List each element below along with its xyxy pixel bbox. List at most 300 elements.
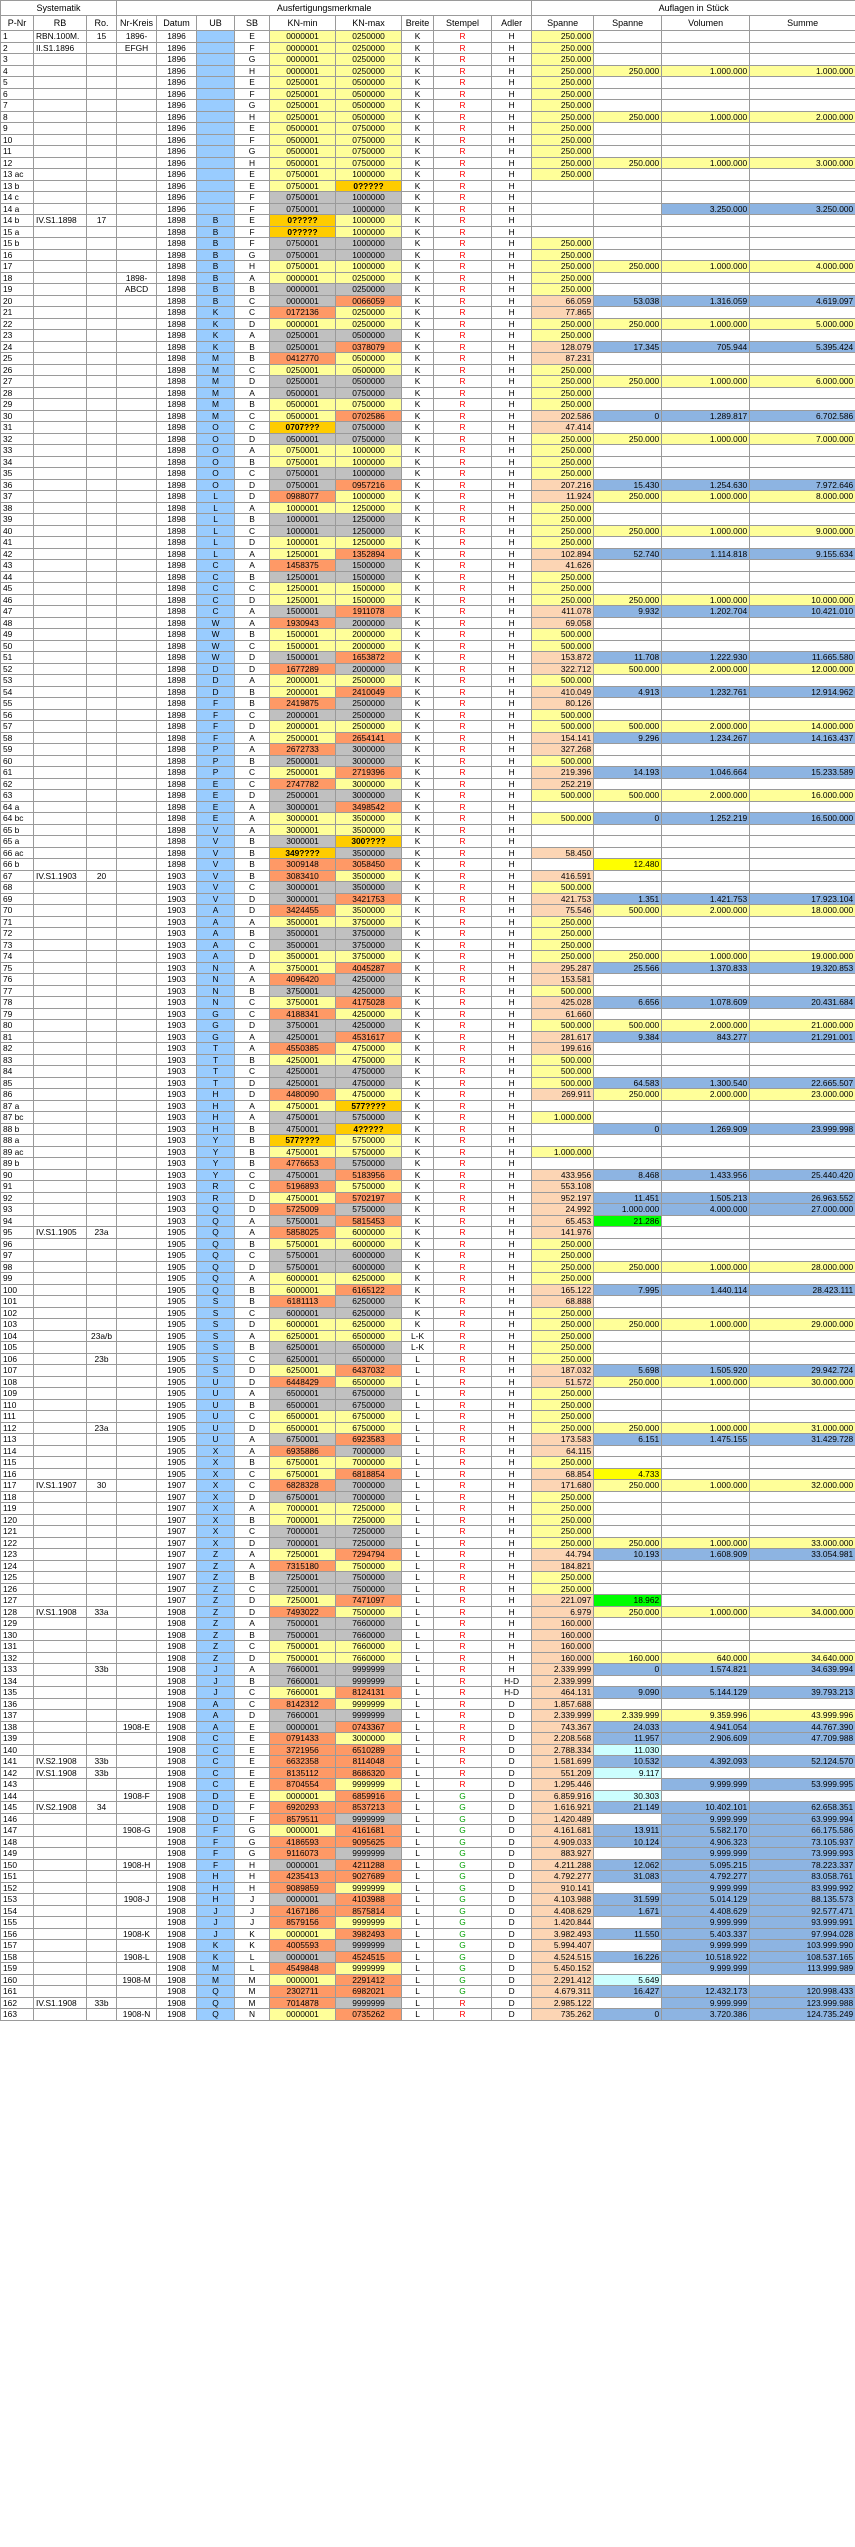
cell-kn-max: 1911078: [336, 606, 402, 618]
cell-ub: J: [197, 1664, 235, 1676]
cell-adler: H: [492, 284, 532, 296]
cell-kn-min: 2000001: [270, 686, 336, 698]
cell-nr-kreis: [117, 1043, 157, 1055]
cell-kn-max: 7250000: [336, 1514, 402, 1526]
cell-sb: D: [235, 1261, 270, 1273]
cell-adler: D: [492, 1848, 532, 1860]
cell-stempel: R: [434, 502, 492, 514]
cell-kn-min: 0750001: [270, 468, 336, 480]
cell-stempel: R: [434, 111, 492, 123]
cell-kn-min: 2747782: [270, 778, 336, 790]
cell-kn-max: 5750000: [336, 1112, 402, 1124]
cell-ro: [87, 537, 117, 549]
cell-p-nr: 33: [1, 445, 34, 457]
cell-spanne2: [594, 399, 662, 411]
cell-ub: Y: [197, 1135, 235, 1147]
cell-ro: 15: [87, 31, 117, 43]
cell-ub: H: [197, 1882, 235, 1894]
cell-nr-kreis: [117, 422, 157, 434]
cell-summe: 21.291.001: [750, 1031, 855, 1043]
cell-spanne2: 160.000: [594, 1652, 662, 1664]
cell-nr-kreis: [117, 1238, 157, 1250]
cell-sb: D: [235, 376, 270, 388]
cell-ub: [197, 192, 235, 204]
cell-spanne2: [594, 1146, 662, 1158]
cell-spanne2: [594, 675, 662, 687]
cell-sb: B: [235, 1238, 270, 1250]
cell-kn-max: 9999999: [336, 1779, 402, 1791]
cell-sb: B: [235, 1572, 270, 1584]
cell-datum: 1898: [157, 824, 197, 836]
cell-p-nr: 54: [1, 686, 34, 698]
cell-kn-max: 0500000: [336, 376, 402, 388]
cell-breite: L: [402, 1457, 434, 1469]
cell-volumen: 1.000.000: [662, 376, 750, 388]
cell-sb: B: [235, 284, 270, 296]
cell-volumen: 1.370.833: [662, 962, 750, 974]
cell-p-nr: 82: [1, 1043, 34, 1055]
cell-summe: [750, 629, 855, 641]
cell-ub: F: [197, 732, 235, 744]
cell-spanne2: 0: [594, 813, 662, 825]
cell-stempel: R: [434, 445, 492, 457]
table-row: [1, 1652, 855, 1664]
cell-kn-min: 8579511: [270, 1813, 336, 1825]
table-row: [1, 1031, 855, 1043]
cell-spanne: 160.000: [532, 1641, 594, 1653]
cell-breite: L: [402, 1733, 434, 1745]
cell-breite: L: [402, 1928, 434, 1940]
cell-summe: [750, 123, 855, 135]
cell-kn-max: 3500000: [336, 870, 402, 882]
cell-kn-min: 6750001: [270, 1468, 336, 1480]
cell-kn-min: 2000001: [270, 709, 336, 721]
cell-datum: 1908: [157, 1836, 197, 1848]
cell-stempel: R: [434, 1330, 492, 1342]
cell-breite: L: [402, 1997, 434, 2009]
cell-ro: [87, 1158, 117, 1170]
cell-kn-min: 2500001: [270, 755, 336, 767]
cell-stempel: R: [434, 1664, 492, 1676]
cell-p-nr: 123: [1, 1549, 34, 1561]
cell-breite: K: [402, 100, 434, 112]
cell-ub: S: [197, 1330, 235, 1342]
cell-ro: [87, 1388, 117, 1400]
table-row: [1, 606, 855, 618]
cell-summe: [750, 617, 855, 629]
cell-ro: [87, 824, 117, 836]
cell-p-nr: 120: [1, 1514, 34, 1526]
cell-p-nr: 38: [1, 502, 34, 514]
table-row: [1, 824, 855, 836]
cell-rb: [34, 479, 87, 491]
cell-rb: [34, 399, 87, 411]
cell-stempel: R: [434, 1158, 492, 1170]
cell-kn-min: 1000001: [270, 514, 336, 526]
header-ausfertigung: Ausfertigungsmerkmale: [117, 1, 532, 16]
cell-kn-max: 4175028: [336, 997, 402, 1009]
cell-datum: 1898: [157, 847, 197, 859]
table-row: [1, 261, 855, 273]
cell-volumen: 1.000.000: [662, 491, 750, 503]
cell-ub: R: [197, 1181, 235, 1193]
cell-stempel: R: [434, 859, 492, 871]
cell-spanne2: 10.193: [594, 1549, 662, 1561]
table-row: [1, 939, 855, 951]
cell-ub: L: [197, 537, 235, 549]
cell-kn-max: 5750000: [336, 1204, 402, 1216]
cell-sb: A: [235, 1618, 270, 1630]
cell-p-nr: 69: [1, 893, 34, 905]
cell-spanne2: 24.033: [594, 1721, 662, 1733]
cell-kn-min: 7315180: [270, 1560, 336, 1572]
cell-kn-max: 6250000: [336, 1319, 402, 1331]
cell-ro: [87, 249, 117, 261]
cell-kn-min: 1250001: [270, 594, 336, 606]
cell-rb: [34, 1813, 87, 1825]
cell-summe: 8.000.000: [750, 491, 855, 503]
cell-nr-kreis: [117, 1215, 157, 1227]
cell-rb: [34, 1261, 87, 1273]
cell-rb: [34, 1986, 87, 1998]
cell-kn-min: 3000001: [270, 882, 336, 894]
cell-rb: [34, 548, 87, 560]
cell-spanne2: [594, 146, 662, 158]
cell-rb: [34, 675, 87, 687]
cell-stempel: R: [434, 1342, 492, 1354]
cell-ub: K: [197, 318, 235, 330]
cell-rb: [34, 1675, 87, 1687]
table-row: [1, 1986, 855, 1998]
cell-rb: [34, 1526, 87, 1538]
cell-adler: H: [492, 341, 532, 353]
cell-volumen: [662, 1307, 750, 1319]
cell-spanne: 910.141: [532, 1882, 594, 1894]
cell-breite: K: [402, 410, 434, 422]
cell-datum: 1898: [157, 721, 197, 733]
cell-datum: 1896: [157, 77, 197, 89]
cell-kn-min: 7660001: [270, 1710, 336, 1722]
cell-spanne2: 500.000: [594, 790, 662, 802]
cell-summe: [750, 1307, 855, 1319]
cell-breite: L: [402, 1917, 434, 1929]
cell-spanne2: 21.286: [594, 1215, 662, 1227]
cell-kn-max: 4750000: [336, 1077, 402, 1089]
cell-rb: [34, 1457, 87, 1469]
cell-p-nr: 17: [1, 261, 34, 273]
cell-ub: O: [197, 479, 235, 491]
cell-datum: 1907: [157, 1572, 197, 1584]
cell-sb: H: [235, 157, 270, 169]
cell-ub: Q: [197, 1986, 235, 1998]
cell-sb: E: [235, 169, 270, 181]
cell-sb: D: [235, 1089, 270, 1101]
cell-spanne2: 21.149: [594, 1802, 662, 1814]
table-row: [1, 698, 855, 710]
cell-spanne2: 5.649: [594, 1974, 662, 1986]
cell-kn-max: 8124131: [336, 1687, 402, 1699]
cell-ro: [87, 1583, 117, 1595]
cell-kn-min: 0750001: [270, 180, 336, 192]
cell-datum: 1898: [157, 583, 197, 595]
cell-volumen: [662, 755, 750, 767]
cell-summe: [750, 744, 855, 756]
cell-p-nr: 116: [1, 1468, 34, 1480]
cell-p-nr: 35: [1, 468, 34, 480]
cell-breite: K: [402, 1008, 434, 1020]
cell-stempel: R: [434, 1606, 492, 1618]
cell-rb: [34, 951, 87, 963]
cell-adler: D: [492, 1836, 532, 1848]
cell-sb: A: [235, 962, 270, 974]
cell-rb: [34, 445, 87, 457]
cell-nr-kreis: [117, 157, 157, 169]
cell-spanne2: [594, 1135, 662, 1147]
cell-ro: [87, 1848, 117, 1860]
cell-breite: K: [402, 1043, 434, 1055]
cell-rb: [34, 1917, 87, 1929]
cell-sb: D: [235, 1537, 270, 1549]
table-row: [1, 1296, 855, 1308]
cell-ro: [87, 1629, 117, 1641]
cell-spanne2: [594, 1526, 662, 1538]
cell-nr-kreis: [117, 675, 157, 687]
table-row: [1, 1480, 855, 1492]
cell-volumen: 1.000.000: [662, 433, 750, 445]
cell-breite: K: [402, 353, 434, 365]
cell-stempel: R: [434, 2009, 492, 2021]
cell-summe: [750, 468, 855, 480]
cell-breite: K: [402, 1054, 434, 1066]
cell-spanne2: [594, 1307, 662, 1319]
cell-spanne2: [594, 514, 662, 526]
cell-rb: II.S1.1896: [34, 42, 87, 54]
cell-p-nr: 24: [1, 341, 34, 353]
cell-sb: D: [235, 893, 270, 905]
cell-kn-max: 9999999: [336, 1940, 402, 1952]
cell-kn-max: 4250000: [336, 1008, 402, 1020]
cell-breite: K: [402, 663, 434, 675]
cell-rb: [34, 1020, 87, 1032]
cell-p-nr: 32: [1, 433, 34, 445]
cell-breite: K: [402, 318, 434, 330]
cell-spanne: 411.078: [532, 606, 594, 618]
cell-breite: K: [402, 1158, 434, 1170]
cell-ro: [87, 111, 117, 123]
cell-datum: 1898: [157, 468, 197, 480]
cell-stempel: R: [434, 1641, 492, 1653]
cell-adler: H: [492, 261, 532, 273]
cell-rb: [34, 433, 87, 445]
cell-kn-max: 0250000: [336, 65, 402, 77]
table-row: [1, 1330, 855, 1342]
table-row: [1, 836, 855, 848]
cell-spanne: 250.000: [532, 157, 594, 169]
cell-breite: K: [402, 249, 434, 261]
cell-ro: [87, 663, 117, 675]
cell-p-nr: 121: [1, 1526, 34, 1538]
table-row: [1, 790, 855, 802]
cell-kn-min: 9089859: [270, 1882, 336, 1894]
cell-p-nr: 84: [1, 1066, 34, 1078]
cell-volumen: [662, 226, 750, 238]
cell-ro: [87, 1169, 117, 1181]
table-row: [1, 1928, 855, 1940]
cell-volumen: [662, 1215, 750, 1227]
cell-kn-max: 2000000: [336, 629, 402, 641]
cell-kn-max: 7000000: [336, 1491, 402, 1503]
cell-breite: K: [402, 1089, 434, 1101]
cell-kn-min: 5725009: [270, 1204, 336, 1216]
cell-datum: 1905: [157, 1411, 197, 1423]
cell-p-nr: 88 b: [1, 1123, 34, 1135]
table-row: [1, 88, 855, 100]
cell-summe: 73.999.993: [750, 1848, 855, 1860]
cell-volumen: 10.518.922: [662, 1951, 750, 1963]
cell-sb: A: [235, 1549, 270, 1561]
cell-adler: H: [492, 1123, 532, 1135]
cell-nr-kreis: [117, 1836, 157, 1848]
cell-stempel: R: [434, 1066, 492, 1078]
cell-ro: [87, 1710, 117, 1722]
cell-kn-max: 2500000: [336, 721, 402, 733]
cell-rb: [34, 1618, 87, 1630]
cell-p-nr: 146: [1, 1813, 34, 1825]
cell-spanne: 6.979: [532, 1606, 594, 1618]
cell-rb: [34, 1549, 87, 1561]
cell-breite: K: [402, 1146, 434, 1158]
cell-summe: 20.431.684: [750, 997, 855, 1009]
cell-spanne2: [594, 1698, 662, 1710]
cell-kn-max: 1000000: [336, 238, 402, 250]
cell-breite: K: [402, 1020, 434, 1032]
table-row: [1, 1135, 855, 1147]
cell-spanne2: [594, 364, 662, 376]
cell-volumen: [662, 215, 750, 227]
cell-p-nr: 46: [1, 594, 34, 606]
cell-datum: 1898: [157, 226, 197, 238]
cell-breite: L: [402, 1365, 434, 1377]
cell-ro: [87, 859, 117, 871]
cell-spanne: 61.660: [532, 1008, 594, 1020]
cell-p-nr: 83: [1, 1054, 34, 1066]
cell-spanne2: [594, 77, 662, 89]
cell-adler: H: [492, 123, 532, 135]
cell-ro: [87, 261, 117, 273]
cell-spanne: [532, 801, 594, 813]
table-row: [1, 1100, 855, 1112]
cell-ro: [87, 560, 117, 572]
cell-summe: [750, 514, 855, 526]
cell-spanne: 80.126: [532, 698, 594, 710]
cell-stempel: R: [434, 54, 492, 66]
cell-datum: 1898: [157, 744, 197, 756]
cell-datum: 1908: [157, 1951, 197, 1963]
cell-ub: B: [197, 272, 235, 284]
cell-spanne2: 0: [594, 410, 662, 422]
cell-spanne2: [594, 1997, 662, 2009]
cell-summe: [750, 364, 855, 376]
cell-rb: [34, 709, 87, 721]
cell-volumen: [662, 54, 750, 66]
cell-spanne2: [594, 1491, 662, 1503]
cell-summe: [750, 1158, 855, 1170]
cell-kn-min: 0500001: [270, 433, 336, 445]
cell-stempel: R: [434, 836, 492, 848]
cell-nr-kreis: [117, 1284, 157, 1296]
cell-ub: V: [197, 893, 235, 905]
cell-ro: [87, 1491, 117, 1503]
cell-ro: [87, 318, 117, 330]
cell-kn-max: 8575814: [336, 1905, 402, 1917]
cell-kn-min: 0000001: [270, 1951, 336, 1963]
cell-kn-min: 7500001: [270, 1652, 336, 1664]
cell-volumen: [662, 1675, 750, 1687]
cell-summe: [750, 249, 855, 261]
cell-summe: [750, 882, 855, 894]
cell-adler: H: [492, 203, 532, 215]
cell-spanne2: 53.038: [594, 295, 662, 307]
cell-adler: D: [492, 1986, 532, 1998]
cell-summe: 22.665.507: [750, 1077, 855, 1089]
cell-datum: 1908: [157, 1963, 197, 1975]
cell-kn-max: 9999999: [336, 1963, 402, 1975]
cell-kn-max: 6250000: [336, 1273, 402, 1285]
table-row: [1, 1733, 855, 1745]
cell-breite: K: [402, 491, 434, 503]
cell-spanne: 250.000: [532, 1457, 594, 1469]
cell-breite: K: [402, 824, 434, 836]
cell-p-nr: 40: [1, 525, 34, 537]
cell-kn-max: 4250000: [336, 1020, 402, 1032]
cell-kn-max: 7660000: [336, 1629, 402, 1641]
cell-stempel: R: [434, 284, 492, 296]
cell-kn-max: 2000000: [336, 640, 402, 652]
cell-sb: B: [235, 755, 270, 767]
cell-ub: O: [197, 468, 235, 480]
cell-spanne: 295.287: [532, 962, 594, 974]
cell-stempel: G: [434, 1802, 492, 1814]
cell-summe: [750, 1698, 855, 1710]
cell-datum: 1903: [157, 916, 197, 928]
cell-summe: [750, 1227, 855, 1239]
cell-ro: [87, 479, 117, 491]
cell-rb: [34, 1710, 87, 1722]
cell-ro: [87, 801, 117, 813]
cell-p-nr: 93: [1, 1204, 34, 1216]
cell-kn-min: 6750001: [270, 1434, 336, 1446]
cell-adler: H: [492, 134, 532, 146]
cell-rb: [34, 1330, 87, 1342]
cell-sb: D: [235, 1376, 270, 1388]
cell-breite: K: [402, 111, 434, 123]
cell-sb: E: [235, 1779, 270, 1791]
cell-sb: C: [235, 1250, 270, 1262]
cell-datum: 1898: [157, 284, 197, 296]
cell-summe: 93.999.991: [750, 1917, 855, 1929]
cell-spanne2: [594, 698, 662, 710]
cell-ro: [87, 376, 117, 388]
cell-breite: K: [402, 376, 434, 388]
cell-summe: 3.250.000: [750, 203, 855, 215]
cell-ro: [87, 1020, 117, 1032]
cell-ub: V: [197, 870, 235, 882]
cell-ub: Y: [197, 1146, 235, 1158]
cell-spanne: 250.000: [532, 514, 594, 526]
cell-ub: A: [197, 939, 235, 951]
cell-breite: K: [402, 514, 434, 526]
cell-kn-max: 1250000: [336, 537, 402, 549]
